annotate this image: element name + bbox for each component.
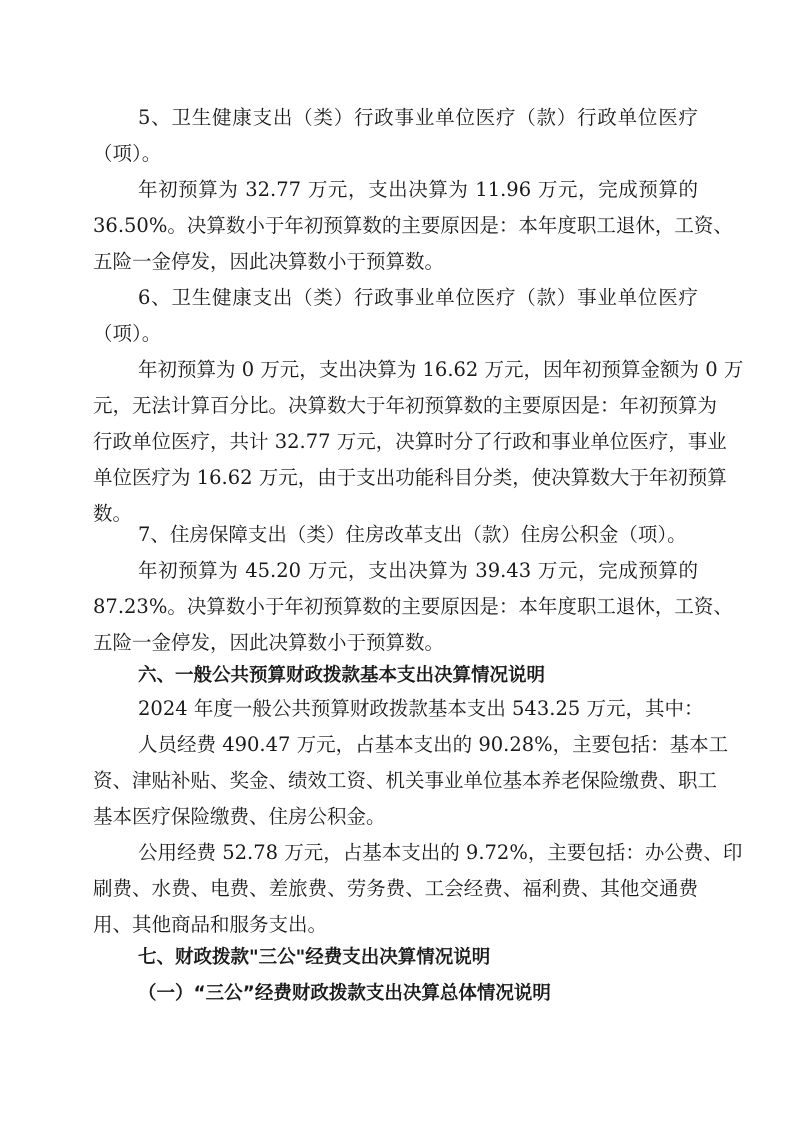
text-line: 刷费、水费、电费、差旅费、劳务费、工会经费、福利费、其他交通费: [93, 877, 698, 900]
item-6-heading-line-2: [0, 317, 793, 351]
text-line: 年初预算为 0 万元，支出决算为 16.62 万元，因年初预算金额为 0 万: [138, 358, 744, 381]
paragraph-line: [0, 209, 793, 243]
paragraph-line: [0, 872, 793, 906]
paragraph-line: [0, 908, 793, 942]
text-line: 资、津贴补贴、奖金、绩效工资、机关事业单位基本养老保险缴费、职工: [93, 769, 718, 792]
paragraph-line: [0, 353, 793, 387]
text-line: 87.23%。决算数小于年初预算数的主要原因是：本年度职工退休，工资、: [93, 595, 733, 618]
text-line: 六、一般公共预算财政拨款基本支出决算情况说明: [138, 665, 546, 686]
paragraph-line: [0, 389, 793, 423]
paragraph-line: [0, 836, 793, 870]
subsection-1-heading: [0, 977, 793, 1011]
text-line: 元，无法计算百分比。决算数大于年初预算数的主要原因是：年初预算为: [93, 394, 718, 417]
paragraph-line: [0, 425, 793, 459]
paragraph-line: [0, 764, 793, 798]
paragraph-line: [0, 692, 793, 726]
section-7-heading: [0, 941, 793, 975]
text-line: 年初预算为 32.77 万元，支出决算为 11.96 万元，完成预算的: [138, 178, 698, 201]
paragraph-line: [0, 554, 793, 588]
text-line: 数。: [93, 502, 133, 525]
text-line: 6、卫生健康支出（类）行政事业单位医疗（款）事业单位医疗: [138, 286, 698, 309]
text-line: 5、卫生健康支出（类）行政事业单位医疗（款）行政单位医疗: [138, 106, 698, 129]
text-line: 人员经费 490.47 万元，占基本支出的 90.28%，主要包括：基本工: [138, 733, 729, 756]
section-6-heading: [0, 659, 793, 693]
text-line: 基本医疗保险缴费、住房公积金。: [93, 805, 386, 828]
text-line: 36.50%。决算数小于年初预算数的主要原因是：本年度职工退休，工资、: [93, 214, 733, 237]
paragraph-line: [0, 590, 793, 624]
text-line: （项）。: [93, 322, 162, 345]
text-line: 单位医疗为 16.62 万元，由于支出功能科目分类，使决算数大于年初预算: [93, 466, 727, 489]
paragraph-line: [0, 728, 793, 762]
text-line: （一）“三公”经费财政拨款支出决算总体情况说明: [138, 983, 551, 1004]
item-5-heading-line-2: [0, 137, 793, 171]
text-line: 用、其他商品和服务支出。: [93, 913, 328, 936]
paragraph-line: [0, 461, 793, 495]
item-5-heading-line-1: [0, 101, 793, 135]
text-line: 7、住房保障支出（类）住房改革支出（款）住房公积金（项）。: [138, 523, 687, 546]
text-line: （项）。: [93, 142, 162, 165]
text-line: 2024 年度一般公共预算财政拨款基本支出 543.25 万元，其中：: [138, 697, 704, 720]
item-6-heading-line-1: [0, 281, 793, 315]
text-line: 公用经费 52.78 万元，占基本支出的 9.72%，主要包括：办公费、印: [138, 841, 743, 864]
paragraph-line: [0, 626, 793, 660]
paragraph-line: [0, 245, 793, 279]
text-line: 年初预算为 45.20 万元，支出决算为 39.43 万元，完成预算的: [138, 559, 698, 582]
text-line: 行政单位医疗，共计 32.77 万元，决算时分了行政和事业单位医疗，事业: [93, 430, 727, 453]
text-line: 五险一金停发，因此决算数小于预算数。: [93, 250, 445, 273]
text-line: 五险一金停发，因此决算数小于预算数。: [93, 631, 445, 654]
paragraph-line: [0, 173, 793, 207]
text-line: 七、财政拨款"三公"经费支出决算情况说明: [138, 947, 491, 968]
item-7-heading: [0, 518, 793, 552]
paragraph-line: [0, 800, 793, 834]
